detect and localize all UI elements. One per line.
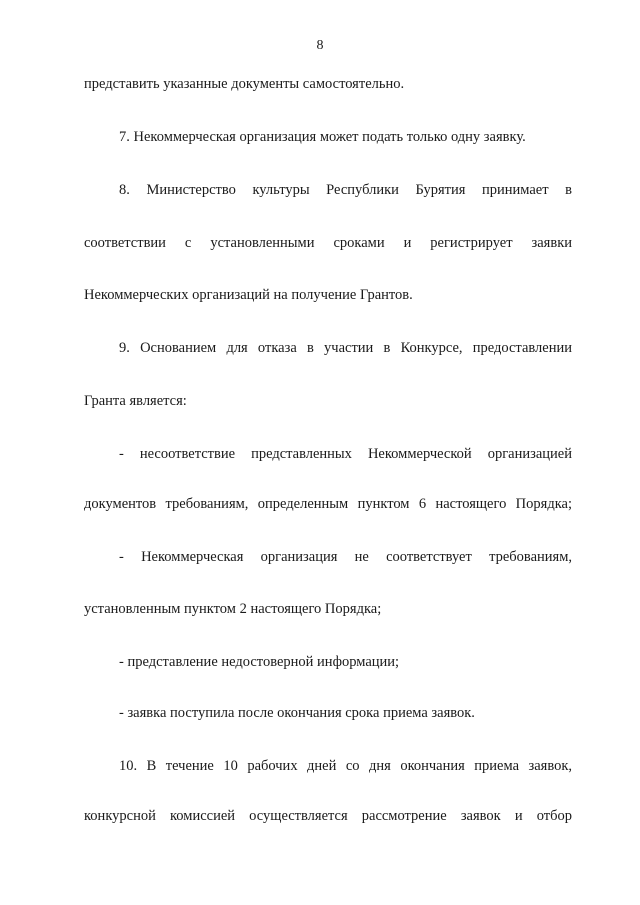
text-line: Гранта является: bbox=[84, 393, 187, 409]
text-line: соответствии с установленными сроками и регистрирует заявки bbox=[84, 235, 572, 251]
text-line: 7. Некоммерческая организация может подать только одну заявку. bbox=[119, 129, 526, 145]
text-line: представить указанные документы самостоятельно. bbox=[84, 76, 405, 92]
text-line: Некоммерческих организаций на получение Грантов. bbox=[84, 287, 413, 303]
text-line: 8. Министерство культуры Республики Бурятия принимает в bbox=[119, 182, 572, 198]
text-line: - представление недостоверной информации; bbox=[119, 654, 400, 670]
text-line: - несоответствие представленных Некоммерческой организацией bbox=[119, 446, 572, 462]
text-line: 9. Основанием для отказа в участии в Конкурсе, предоставлении bbox=[119, 340, 572, 356]
text-line: 10. В течение 10 рабочих дней со дня окончания приема заявок, bbox=[119, 758, 572, 774]
page-number: 8 bbox=[316, 38, 324, 53]
text-line: - Некоммерческая организация не соответствует требованиям, bbox=[119, 549, 572, 565]
text-line: - заявка поступила после окончания срока приема заявок. bbox=[119, 705, 475, 721]
text-line: документов требованиям, определенным пунктом 6 настоящего Порядка; bbox=[84, 496, 572, 512]
text-line: конкурсной комиссией осуществляется рассмотрение заявок и отбор bbox=[84, 808, 572, 824]
text-line: установленным пунктом 2 настоящего Порядка; bbox=[84, 601, 382, 617]
